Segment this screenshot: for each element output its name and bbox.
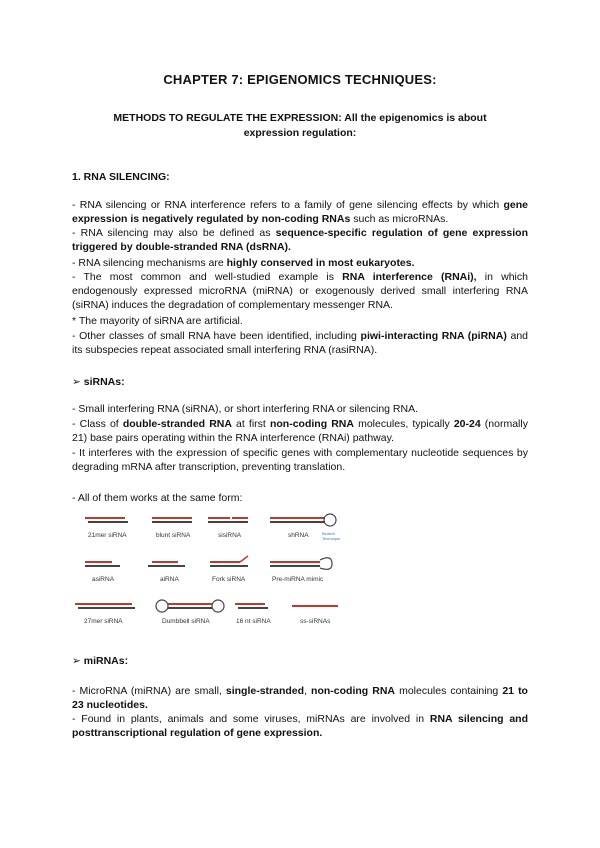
label-shrna: shRNA <box>288 532 309 539</box>
text-run: - RNA silencing mechanisms are <box>72 257 227 269</box>
text-run: - Class of <box>72 418 123 430</box>
label-dumbbell-sirna: Dumbbell siRNA <box>162 618 210 625</box>
bold-text-run: 21 to 23 nucleotides. <box>72 685 528 711</box>
dumbbell-sirna-structure <box>156 600 224 625</box>
paragraph-sirna-interference: - It interferes with the expression of specific genes with complementary nucleotide sequences by degrading mRNA after transcription, preventing translation. <box>72 447 528 473</box>
label-16nt-sirna: 16 nt siRNA <box>236 618 271 625</box>
bold-text-run: RNA silencing and posttranscriptional regulation of gene expression. <box>72 713 528 739</box>
paragraph-mirna-definition <box>72 684 528 712</box>
label-fork-sirna: Fork siRNA <box>212 576 246 583</box>
paragraph-same-form: - All of them works at the same form: <box>72 492 243 504</box>
text-run: - RNA silencing may also be defined as <box>72 227 276 239</box>
section-heading-mirnas <box>72 655 128 667</box>
paragraph-conserved <box>72 256 528 270</box>
paragraph-other-classes <box>72 329 528 357</box>
bold-text-run: single-stranded <box>225 685 305 697</box>
text-run: molecules, typically <box>353 418 454 430</box>
label-asirna: asiRNA <box>92 576 115 583</box>
arrow-bullet-icon: ➢ <box>72 655 81 667</box>
text-run: in which endogenously expressed microRNA (miRNA) or exogenously derived small interfering RNA (siRNA) induces the degradation of complementary messenger RNA. <box>72 271 528 311</box>
paragraph-artificial-note: * The mayority of siRNA are artificial. <box>72 315 243 327</box>
label-sisirna: sisiRNA <box>218 532 242 539</box>
text-run: such as microRNAs. <box>350 213 449 225</box>
sirna-types-figure <box>70 510 360 635</box>
text-run: - RNA silencing or RNA interference refers to a family of gene silencing effects by which <box>72 199 504 211</box>
arrow-bullet-icon: ➢ <box>72 376 81 388</box>
bold-text-run: double-stranded RNA <box>122 418 232 430</box>
bold-text-run: piwi-interacting RNA (piRNA) <box>360 330 507 342</box>
paragraph-sirna-class <box>72 417 528 445</box>
label-21mer-sirna: 21mer siRNA <box>88 532 127 539</box>
label-airna: aiRNA <box>160 576 179 583</box>
text-run: - MicroRNA (miRNA) are small, <box>72 685 226 697</box>
heading-text: siRNAs: <box>80 376 125 388</box>
sirna-sisi-structure <box>208 518 248 539</box>
label-pre-mirna-mimic: Pre-miRNA mimic <box>272 576 324 583</box>
label-27mer-sirna: 27mer siRNA <box>84 618 123 625</box>
text-run: - The most common and well-studied example is <box>72 271 343 283</box>
paragraph-mirna-found-in <box>72 712 528 740</box>
heading-text: miRNAs: <box>80 655 129 667</box>
label-ss-sirnas: ss-siRNAs <box>300 618 331 625</box>
label-blunt-sirna: blunt siRNA <box>156 532 191 539</box>
paragraph-rnai-example <box>72 270 528 312</box>
section-heading-sirnas <box>72 376 125 388</box>
text-run: - Other classes of small RNA have been identified, including <box>72 330 361 342</box>
airna-structure <box>148 562 185 583</box>
sirna-16nt-structure <box>235 604 271 625</box>
shrna-structure <box>270 514 341 541</box>
watermark-text: Technique <box>322 536 341 541</box>
bold-text-run: 20-24 <box>453 418 481 430</box>
bold-text-run: gene expression is negatively regulated by non-coding RNAs <box>72 199 528 225</box>
sirna-blunt-structure <box>152 518 192 539</box>
paragraph-rna-silencing-definition <box>72 198 528 226</box>
text-run: - Found in plants, animals and some viruses, miRNAs are involved in <box>72 713 430 725</box>
ss-sirnas-structure <box>292 606 338 625</box>
asirna-structure <box>85 562 120 583</box>
bold-text-run: non-coding RNA <box>269 418 354 430</box>
sirna-27mer-structure <box>75 604 135 625</box>
chapter-title: CHAPTER 7: EPIGENOMICS TECHNIQUES: <box>163 72 437 87</box>
text-run: , <box>304 685 312 697</box>
text-run: molecules containing <box>395 685 503 697</box>
chapter-subtitle: METHODS TO REGULATE THE EXPRESSION: All the epigenomics is about expression regulation: <box>113 112 487 139</box>
text-run: and its subspecies repeat associated small interfering RNA (rasiRNA). <box>72 330 529 356</box>
paragraph-sequence-specific <box>72 226 528 254</box>
sirna-21mer-structure <box>85 518 128 539</box>
watermark-text: Biotech <box>322 531 336 536</box>
paragraph-sirna-definition: - Small interfering RNA (siRNA), or short interfering RNA or silencing RNA. <box>72 403 419 415</box>
text-run: at first <box>231 418 270 430</box>
bold-text-run: non-coding RNA <box>311 685 396 697</box>
text-run: (normally 21) base pairs operating within the RNA interference (RNAi) pathway. <box>72 418 528 444</box>
section-heading-rna-silencing: 1. RNA SILENCING: <box>72 171 170 183</box>
fork-sirna-structure <box>210 556 248 583</box>
bold-text-run: highly conserved in most eukaryotes. <box>226 257 415 269</box>
bold-text-run: RNA interference (RNAi), <box>342 271 477 283</box>
pre-mirna-mimic-structure <box>270 558 332 583</box>
bold-text-run: sequence-specific regulation of gene expression triggered by double-stranded RNA (dsRNA). <box>72 227 528 253</box>
